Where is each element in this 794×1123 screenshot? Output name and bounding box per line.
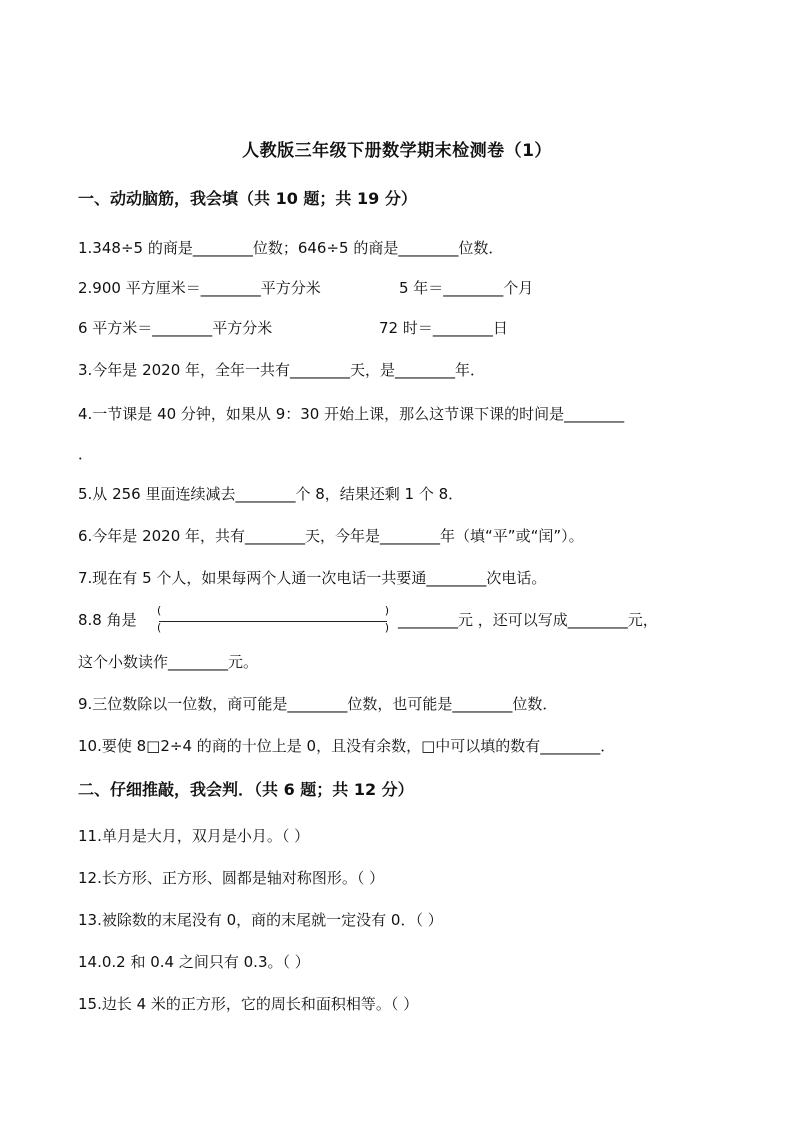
question-7: 7.现在有 5 个人，如果每两个人通一次电话一共要通________次电话。 [78, 569, 547, 587]
question-3: 3.今年是 2020 年，全年一共有________天，是________年． [78, 361, 486, 379]
question-9: 9.三位数除以一位数，商可能是________位数，也可能是________位数． [78, 695, 558, 713]
fraction-denominator-open: ( [157, 621, 162, 634]
fraction-bar [159, 621, 387, 622]
question-12: 12.长方形、正方形、圆都是轴对称图形。（ ） [78, 869, 385, 887]
question-5: 5.从 256 里面连续减去________个 8，结果还剩 1 个 8． [78, 485, 464, 503]
fraction-blank [155, 606, 391, 636]
fraction-numerator-close: ) [384, 604, 389, 617]
question-6: 6.今年是 2020 年，共有________天，今年是________年（填“平”或“闰”）。 [78, 527, 584, 545]
question-11: 11.单月是大月，双月是小月。（ ） [78, 827, 310, 845]
fraction-numerator-open: ( [157, 604, 162, 617]
question-8-continued: 这个小数读作________元。 [78, 653, 259, 671]
question-13: 13.被除数的末尾没有 0，商的末尾就一定没有 0．（ ） [78, 911, 443, 929]
question-14: 14.0.2 和 0.4 之间只有 0.3。（ ） [78, 953, 310, 971]
question-8-suffix: ________元 ，还可以写成________元， [398, 611, 658, 629]
question-2-part-b: 5 年＝________个月 [399, 279, 534, 297]
question-2-part-a: 2.900 平方厘米＝________平方分米 [78, 279, 321, 297]
section-heading-judge: 二、仔细推敲，我会判．（共 6 题；共 12 分） [78, 780, 414, 799]
fraction-denominator-close: ) [384, 621, 389, 634]
question-8-prefix: 8.8 角是 [78, 611, 137, 629]
section-heading-fill: 一、动动脑筋，我会填（共 10 题；共 19 分） [78, 189, 417, 208]
question-4: 4.一节课是 40 分钟，如果从 9：30 开始上课，那么这节课下课的时间是________ [78, 405, 625, 423]
question-10: 10.要使 8□2÷4 的商的十位上是 0，且没有余数，□中可以填的数有________． [78, 737, 616, 755]
question-4-end: ． [78, 445, 94, 463]
page-title: 人教版三年级下册数学期末检测卷（1） [242, 141, 552, 161]
question-2-part-c: 6 平方米＝________平方分米 [78, 319, 273, 337]
question-2-part-d: 72 时＝________日 [379, 319, 508, 337]
question-15: 15.边长 4 米的正方形，它的周长和面积相等。（ ） [78, 995, 419, 1013]
question-1: 1.348÷5 的商是________位数；646÷5 的商是________位数． [78, 239, 504, 257]
